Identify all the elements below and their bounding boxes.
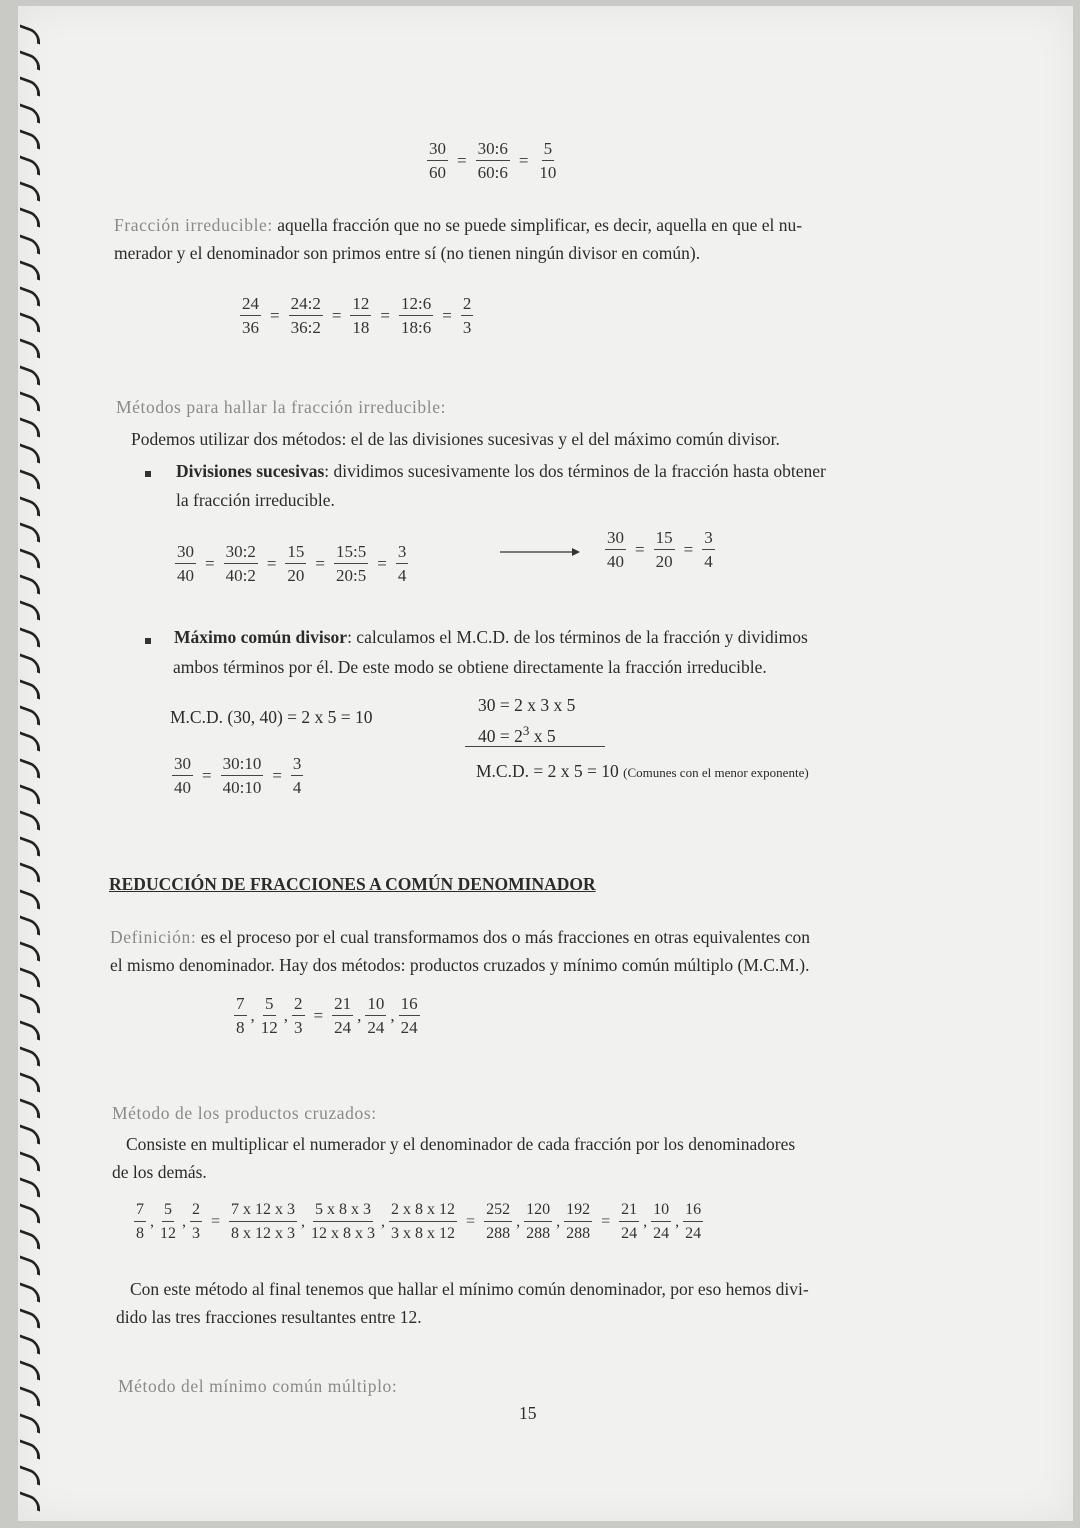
spiral-ring <box>20 1072 40 1092</box>
spiral-ring <box>20 732 40 752</box>
successive-line2: la fracción irreducible. <box>176 490 335 510</box>
cross-note-line1: Con este método al final tenemos que hallar el mínimo común denominador, por eso hemos divi- <box>130 1279 809 1299</box>
spiral-ring <box>20 496 40 516</box>
spiral-ring <box>20 1439 40 1459</box>
spiral-ring <box>20 1099 40 1119</box>
spiral-ring <box>20 653 40 673</box>
spiral-ring <box>20 260 40 280</box>
factorization-30: 30 = 2 x 3 x 5 <box>478 695 576 715</box>
equation-common-denominator: $\frac{7}{8}$ , $\frac{5}{12}$ , $\frac{2}{3}$ = $\frac{21}{24}$ , $\frac{10}{24}$ , $\frac{16}{24}$ <box>236 994 418 1037</box>
spiral-ring <box>20 77 40 97</box>
spiral-ring <box>20 103 40 123</box>
reduction-definition-line1: Definición: es el proceso por el cual transformamos dos o más fracciones en otras equivalentes con <box>110 927 811 947</box>
spiral-ring <box>20 1125 40 1145</box>
equation-30-40-summary: $\frac{30}{40}$ = $\frac{15}{20}$ = $\frac{3}{4}$ <box>607 528 713 571</box>
spiral-ring <box>20 601 40 621</box>
spiral-ring <box>20 575 40 595</box>
spiral-ring <box>20 24 40 44</box>
reduction-definition-line2: el mismo denominador. Hay dos métodos: productos cruzados y mínimo común múltiplo (M.C.M.). <box>110 955 810 975</box>
mcd-line1: Máximo común divisor: calculamos el M.C.D. de los términos de la fracción y dividimos <box>174 627 808 647</box>
spiral-ring <box>20 837 40 857</box>
spiral-ring <box>20 1151 40 1171</box>
spiral-ring <box>20 1046 40 1066</box>
spiral-ring <box>20 313 40 333</box>
cross-products-line2: de los demás. <box>112 1162 207 1182</box>
right-arrow-icon <box>500 546 580 558</box>
spiral-ring <box>20 1334 40 1354</box>
spiral-ring <box>20 706 40 726</box>
spiral-ring <box>20 1203 40 1223</box>
spiral-ring <box>20 1282 40 1302</box>
spiral-ring <box>20 548 40 568</box>
spiral-ring <box>20 286 40 306</box>
mcd-result: M.C.D. = 2 x 5 = 10 (Comunes con el menor exponente) <box>476 761 809 781</box>
spiral-ring <box>20 234 40 254</box>
bullet <box>145 638 151 644</box>
mcd-calculation: M.C.D. (30, 40) = 2 x 5 = 10 <box>170 707 373 727</box>
spiral-ring <box>20 994 40 1014</box>
cross-products-line1: Consiste en multiplicar el numerador y el denominador de cada fracción por los denominadores <box>126 1134 796 1154</box>
spiral-ring <box>20 784 40 804</box>
spiral-ring <box>20 889 40 909</box>
equation-cross-products: $\frac{7}{8}$ , $\frac{5}{12}$ , $\frac{2}{3}$ = $\frac{7 x 12 x 3}{8 x 12 x 3}$ , $\frac{5 x 8 x 3}{12 x 8 x 3}$ , $\frac{2 x 8 x 12}{3 x 8 x 12}$ = $\frac{252}{288}$ , $\frac{120}{288}$ , $\frac{192}{288}$ = $\frac{21}{24}$ , $\frac{10}{24}$ , $\frac{16}{24}$ <box>136 1201 702 1242</box>
bullet <box>145 471 151 477</box>
spiral-ring <box>20 1177 40 1197</box>
spiral-ring <box>20 365 40 385</box>
spiral-ring <box>20 1308 40 1328</box>
equation-30-60: $\frac{30}{60}$ = $\frac{30:6}{60:6}$ = $\frac{5}{10}$ <box>429 139 557 182</box>
spiral-ring <box>20 1361 40 1381</box>
spiral-ring <box>20 758 40 778</box>
spiral-ring <box>20 155 40 175</box>
irreducible-definition-line2: merador y el denominador son primos entre sí (no tienen ningún divisor en común). <box>114 243 701 263</box>
spiral-ring <box>20 1387 40 1407</box>
cross-products-title: Método de los productos cruzados: <box>112 1103 377 1123</box>
lcm-title: Método del mínimo común múltiplo: <box>118 1376 398 1396</box>
spiral-ring <box>20 522 40 542</box>
factorization-rule <box>465 746 605 747</box>
spiral-ring <box>20 863 40 883</box>
spiral-binding <box>18 28 40 1528</box>
section-heading: REDUCCIÓN DE FRACCIONES A COMÚN DENOMINADOR <box>109 874 596 894</box>
successive-line1: Divisiones sucesivas: dividimos sucesivamente los dos términos de la fracción hasta obtener <box>176 461 826 481</box>
spiral-ring <box>20 1465 40 1485</box>
cross-note-line2: dido las tres fracciones resultantes entre 12. <box>116 1307 422 1327</box>
spiral-ring <box>20 339 40 359</box>
methods-title: Métodos para hallar la fracción irreducible: <box>116 397 447 417</box>
spiral-ring <box>20 417 40 437</box>
spiral-ring <box>20 129 40 149</box>
spiral-ring <box>20 915 40 935</box>
spiral-ring <box>20 1413 40 1433</box>
spiral-ring <box>20 941 40 961</box>
factorization-40: $40 = 2^3$ x 5 <box>478 723 556 746</box>
spiral-ring <box>20 810 40 830</box>
equation-30-40-successive: $\frac{30}{40}$ = $\frac{30:2}{40:2}$ = $\frac{15}{20}$ = $\frac{15:5}{20:5}$ = $\frac{3}{4}$ <box>177 542 407 585</box>
equation-30-40-mcd: $\frac{30}{40}$ = $\frac{30:10}{40:10}$ = $\frac{3}{4}$ <box>174 754 302 797</box>
mcd-line2: ambos términos por él. De este modo se obtiene directamente la fracción irreducible. <box>173 657 767 677</box>
spiral-ring <box>20 444 40 464</box>
spiral-ring <box>20 1020 40 1040</box>
spiral-ring <box>20 627 40 647</box>
notebook-page <box>18 6 1073 1521</box>
spiral-ring <box>20 679 40 699</box>
spiral-ring <box>20 391 40 411</box>
spiral-ring <box>20 208 40 228</box>
spiral-ring <box>20 1256 40 1276</box>
spiral-ring <box>20 182 40 202</box>
spiral-ring <box>20 470 40 490</box>
equation-24-36: $\frac{24}{36}$ = $\frac{24:2}{36:2}$ = $\frac{12}{18}$ = $\frac{12:6}{18:6}$ = $\frac{2}{3}$ <box>242 294 472 337</box>
irreducible-definition-line1: Fracción irreducible: aquella fracción que no se puede simplificar, es decir, aquella en que el nu- <box>114 215 803 235</box>
spiral-ring <box>20 1230 40 1250</box>
spiral-ring <box>20 51 40 71</box>
spiral-ring <box>20 1492 40 1512</box>
page-number: 15 <box>519 1403 537 1423</box>
spiral-ring <box>20 968 40 988</box>
methods-intro: Podemos utilizar dos métodos: el de las divisiones sucesivas y el del máximo común divisor. <box>131 429 780 449</box>
